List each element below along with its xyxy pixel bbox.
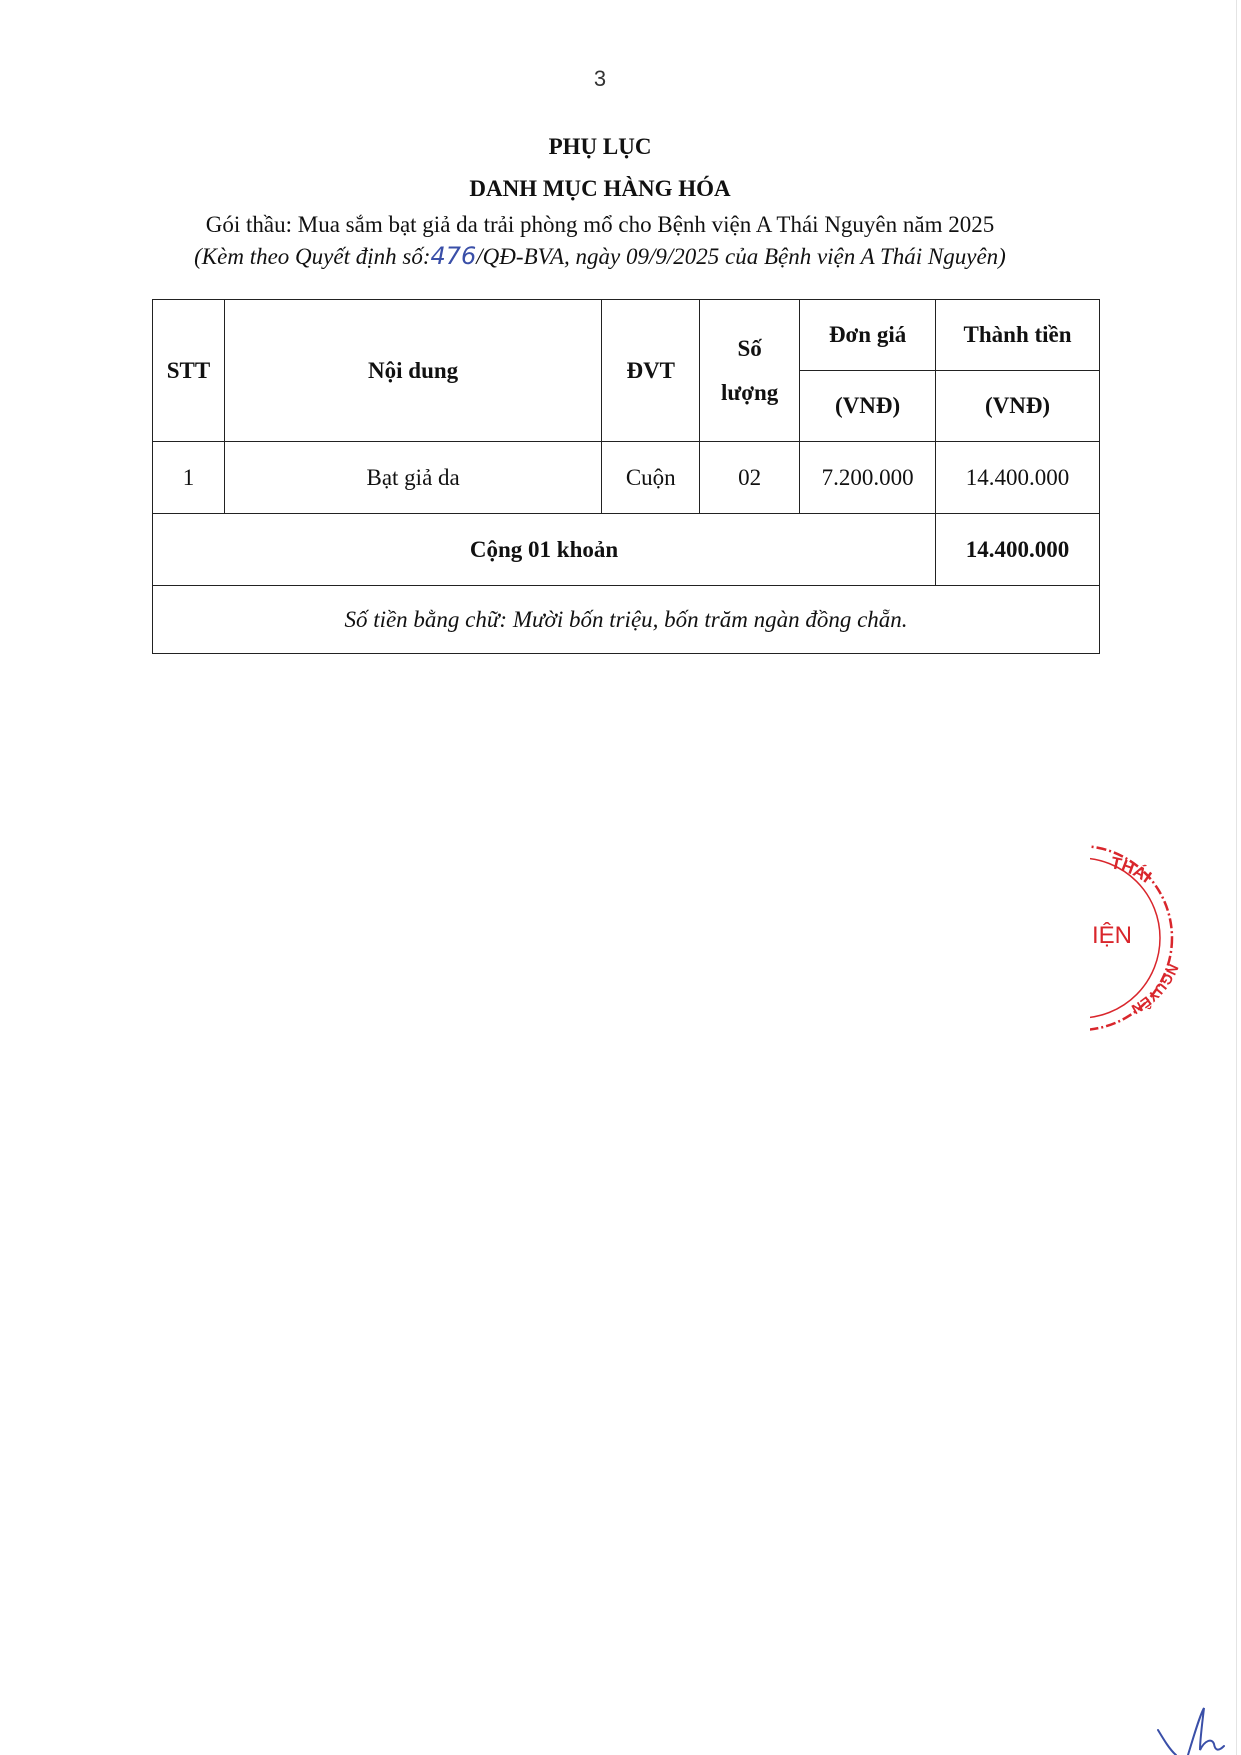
document-subtitle: DANH MỤC HÀNG HÓA	[469, 176, 731, 201]
total-amount: 14.400.000	[936, 514, 1100, 586]
header-stt: STT	[153, 300, 225, 442]
stamp-arc-text-top: THÁI	[1109, 853, 1155, 887]
table-row	[153, 442, 1100, 514]
attachment-prefix: (Kèm theo Quyết định số:	[194, 244, 431, 269]
total-label: Cộng 01 khoản	[153, 514, 936, 586]
package-name: Gói thầu: Mua sắm bạt giả da trải phòng mổ cho Bệnh viện A Thái Nguyên năm 2025	[205, 212, 995, 237]
attachment-reference	[0, 242, 1200, 270]
cell-unit: Cuộn	[602, 442, 700, 514]
header-unit-price: Đơn giá	[800, 300, 936, 371]
header-amount-currency: (VNĐ)	[936, 371, 1100, 442]
amount-in-words-row	[153, 586, 1100, 654]
cell-stt: 1	[153, 442, 225, 514]
header-quantity	[700, 300, 800, 442]
total-row	[153, 514, 1100, 586]
stamp-center-text: IỆN	[1092, 922, 1133, 949]
handwritten-initials	[1150, 1700, 1230, 1755]
header-amount: Thành tiền	[936, 300, 1100, 371]
red-seal-stamp	[1090, 843, 1240, 1033]
header-unit-price-currency: (VNĐ)	[800, 371, 936, 442]
cell-content: Bạt giả da	[224, 442, 601, 514]
cell-quantity: 02	[700, 442, 800, 514]
svg-text:NGUYÊN	[1129, 962, 1182, 1018]
document-title: PHỤ LỤC	[548, 134, 652, 159]
cell-amount: 14.400.000	[936, 442, 1100, 514]
header-quantity-line1: Số	[737, 335, 762, 361]
goods-table	[152, 299, 1100, 654]
page-number: 3	[593, 66, 607, 91]
header-unit: ĐVT	[602, 300, 700, 442]
table-header-row	[153, 300, 1100, 371]
stamp-arc-text-bottom: NGUYÊN	[1129, 961, 1182, 1018]
decision-number-handwritten: 476	[430, 242, 477, 270]
header-quantity-line2: lượng	[721, 379, 779, 405]
attachment-suffix: /QĐ-BVA, ngày 09/9/2025 của Bệnh viện A Thái Nguyên)	[476, 244, 1006, 269]
cell-unit-price: 7.200.000	[800, 442, 936, 514]
header-content: Nội dung	[224, 300, 601, 442]
amount-in-words: Số tiền bằng chữ: Mười bốn triệu, bốn trăm ngàn đồng chẵn.	[153, 586, 1100, 654]
svg-text:THÁI	[1109, 853, 1155, 886]
